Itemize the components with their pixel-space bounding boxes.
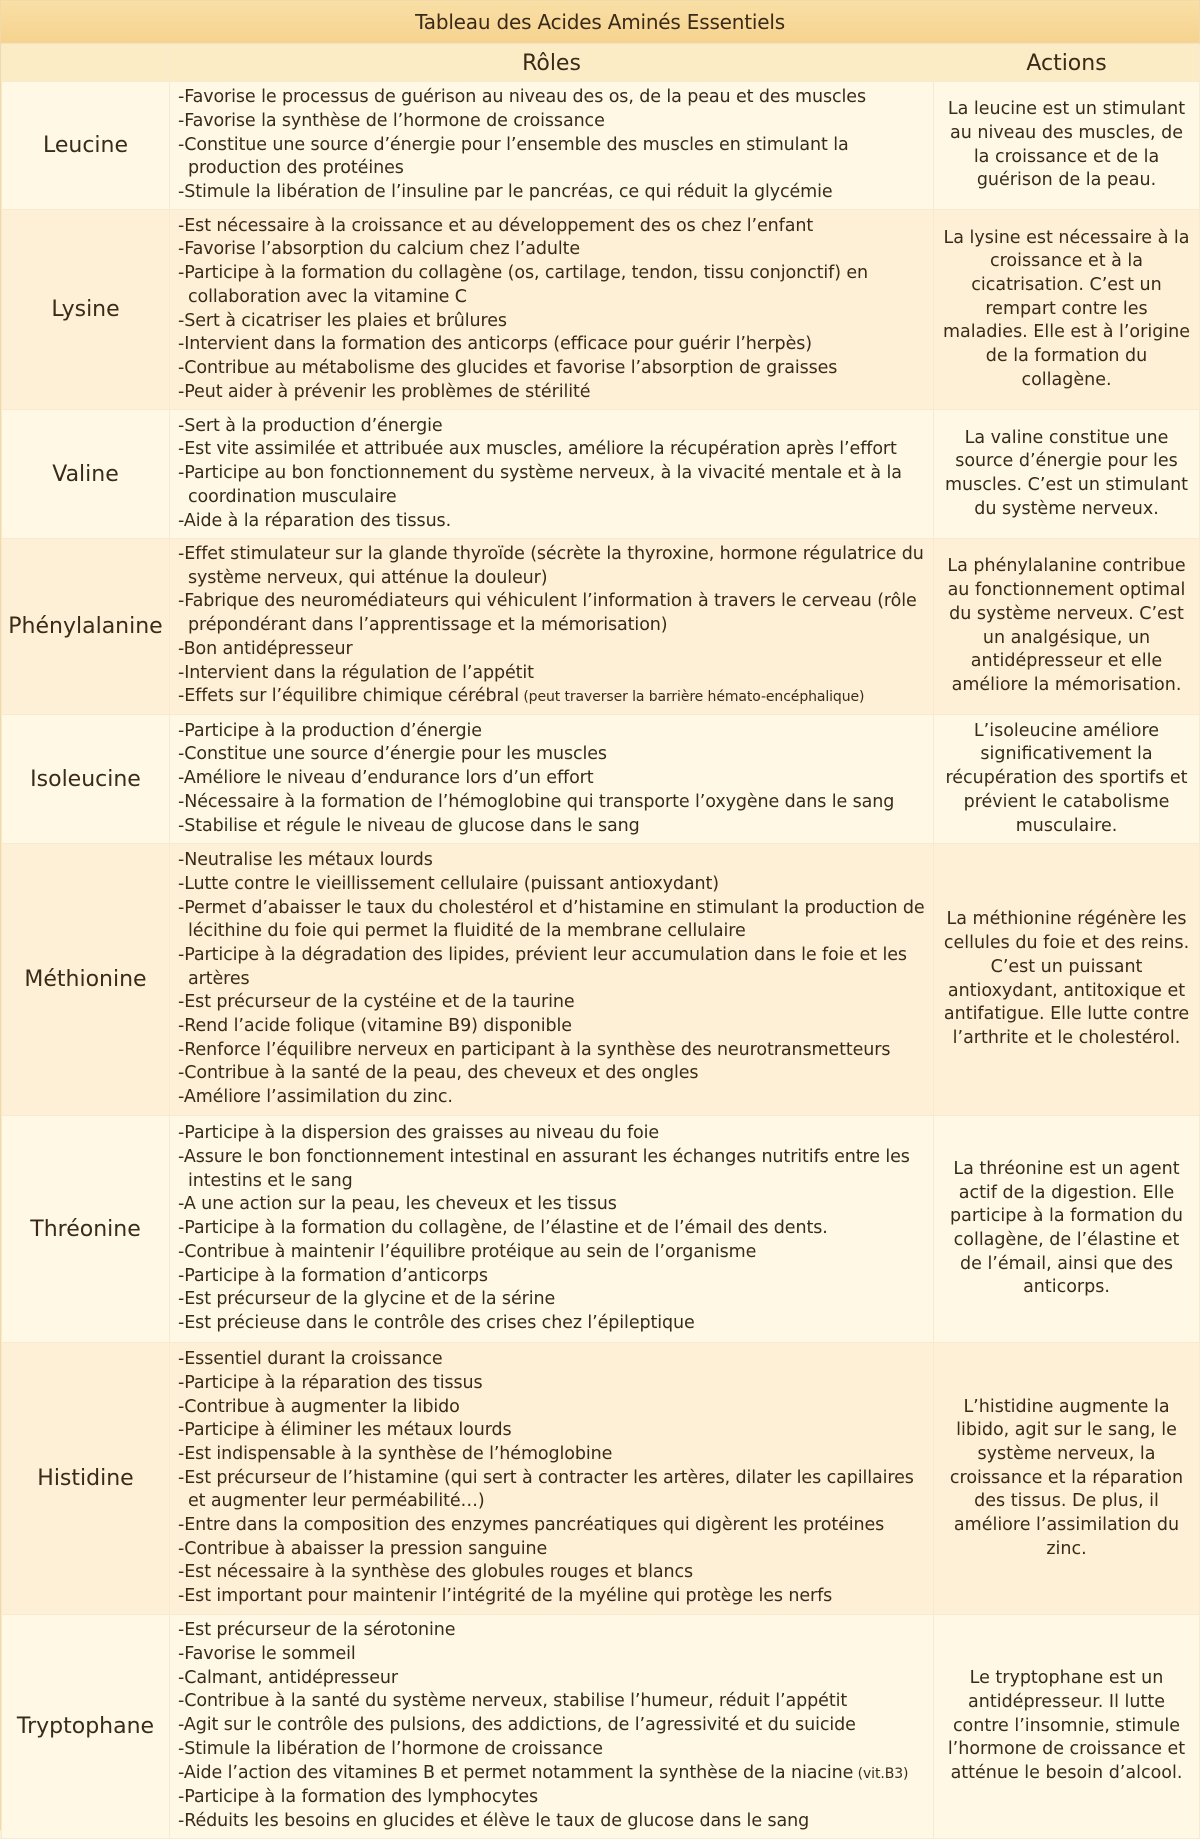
role-text: -Est précurseur de la glycine et de la sérine [178, 1289, 556, 1310]
role-item [178, 1372, 927, 1396]
roles-cell [170, 410, 934, 539]
role-text: -Aide l’action des vitamines B et permet notamment la synthèse de la niacine [178, 1762, 854, 1783]
role-item [178, 685, 927, 710]
role-item [178, 1786, 927, 1810]
role-item [178, 415, 927, 439]
role-item [178, 1348, 927, 1372]
role-text: -Améliore le niveau d’endurance lors d’un effort [178, 768, 594, 789]
role-item [178, 1146, 927, 1193]
role-item [178, 662, 927, 686]
role-text: -Peut aider à prévenir les problèmes de stérilité [178, 381, 591, 402]
roles-cell [170, 1615, 934, 1839]
role-text: -Contribue à maintenir l’équilibre protéique au sein de l’organisme [178, 1241, 757, 1262]
role-item [178, 357, 927, 381]
role-text: -Rend l’acide folique (vitamine B9) disponible [178, 1016, 572, 1037]
role-text: -Est vite assimilée et attribuée aux muscles, améliore la récupération après l’effort [178, 439, 897, 460]
role-item [178, 1810, 927, 1834]
action-text: L’histidine augmente la libido, agit sur le sang, le système nerveux, la croissance et la réparation des tissus. De plus, il améliore l’assimilation du zinc. [934, 1343, 1200, 1615]
amino-acid-name: Histidine [2, 1343, 170, 1615]
role-text: -Participe à la formation du collagène (os, cartilage, tendon, tissu conjonctif) en collaboration avec la vitamine C [178, 263, 869, 307]
table-row [2, 210, 1200, 410]
role-text: -Contribue à abaisser la pression sanguine [178, 1538, 548, 1559]
role-text: -Participe à la réparation des tissus [178, 1372, 483, 1393]
role-text: -Constitue une source d’énergie pour les muscles [178, 744, 607, 765]
role-item [178, 1690, 927, 1714]
role-text: -Participe au bon fonctionnement du système nerveux, à la vivacité mentale et à la coordination musculaire [178, 463, 902, 507]
amino-acid-name: Valine [2, 410, 170, 539]
role-text: -Est précurseur de l’histamine (qui sert à contracter les artères, dilater les capillaires et augmenter leur perméabilité…) [178, 1467, 914, 1512]
roles-cell [170, 82, 934, 210]
role-item [178, 181, 927, 205]
role-text: -A une action sur la peau, les cheveux et les tissus [178, 1194, 617, 1215]
role-item [178, 638, 927, 662]
role-item [178, 1122, 927, 1146]
table-row [2, 1615, 1200, 1839]
role-text: -Calmant, antidépresseur [178, 1667, 398, 1688]
role-text: -Renforce l’équilibre nerveux en participant à la synthèse des neurotransmetteurs [178, 1039, 891, 1060]
roles-cell [170, 1116, 934, 1343]
amino-acid-name: Méthionine [2, 844, 170, 1116]
action-text: La méthionine régénère les cellules du foie et des reins. C’est un puissant antioxydant, antitoxique et antifatigue. Elle lutte contre l’arthrite et le cholestérol. [934, 844, 1200, 1116]
amino-acid-name: Leucine [2, 82, 170, 210]
role-text: -Est précieuse dans le contrôle des crises chez l’épileptique [178, 1312, 695, 1333]
table-row [2, 82, 1200, 210]
role-text: -Participe à la dégradation des lipides, prévient leur accumulation dans le foie et les artères [178, 944, 907, 989]
role-text: -Essentiel durant la croissance [178, 1349, 443, 1370]
amino-acid-name: Thréonine [2, 1116, 170, 1343]
role-text: -Est nécessaire à la synthèse des globules rouges et blancs [178, 1562, 694, 1583]
role-item [178, 1193, 927, 1217]
role-text: -Participe à la formation des lymphocytes [178, 1787, 539, 1808]
role-text: -Participe à la formation d’anticorps [178, 1265, 488, 1286]
amino-acid-table [1, 44, 1200, 1839]
role-text: -Contribue à augmenter la libido [178, 1396, 460, 1417]
role-item [178, 1619, 927, 1643]
action-text: La thréonine est un agent actif de la digestion. Elle participe à la formation du collagène, de l’élastine et de l’émail, ainsi que des anticorps. [934, 1116, 1200, 1343]
roles-cell [170, 1343, 934, 1615]
role-item [178, 944, 927, 991]
role-text: -Favorise le processus de guérison au niveau des os, de la peau et des muscles [178, 87, 866, 108]
table-row [2, 844, 1200, 1116]
role-text: -Participe à la dispersion des graisses au niveau du foie [178, 1123, 660, 1144]
role-item [178, 1312, 927, 1336]
roles-cell [170, 715, 934, 844]
role-text: -Entre dans la composition des enzymes pancréatiques qui digèrent les protéines [178, 1515, 885, 1536]
role-text: -Agit sur le contrôle des pulsions, des addictions, de l’agressivité et du suicide [178, 1715, 856, 1736]
role-text: -Stimule la libération de l’insuline par le pancréas, ce qui réduit la glycémie [178, 182, 833, 203]
role-item [178, 1714, 927, 1738]
role-text: -Est indispensable à la synthèse de l’hémoglobine [178, 1443, 613, 1464]
role-note: (vit.B3) [853, 1765, 909, 1782]
role-item [178, 1039, 927, 1063]
role-item [178, 991, 927, 1015]
role-note: (peut traverser la barrière hémato-encéphalique) [518, 689, 865, 706]
header-roles: Rôles [170, 45, 934, 82]
action-text: L’isoleucine améliore significativement la récupération des sportifs et prévient le catabolisme musculaire. [934, 715, 1200, 844]
role-item [178, 590, 927, 637]
action-text: La lysine est nécessaire à la croissance et à la cicatrisation. C’est un rempart contre les maladies. Elle est à l’origine de la formation du collagène. [934, 210, 1200, 410]
roles-cell [170, 539, 934, 715]
role-item [178, 1643, 927, 1667]
role-text: -Aide à la réparation des tissus. [178, 510, 452, 531]
role-item [178, 134, 927, 181]
role-item [178, 743, 927, 767]
roles-cell [170, 844, 934, 1116]
role-item [178, 815, 927, 839]
role-text: -Est précurseur de la sérotonine [178, 1620, 456, 1641]
role-item [178, 1514, 927, 1538]
table-row [2, 539, 1200, 715]
role-item [178, 1538, 927, 1562]
action-text: La valine constitue une source d’énergie pour les muscles. C’est un stimulant du système nerveux. [934, 410, 1200, 539]
role-text: -Est nécessaire à la croissance et au développement des os chez l’enfant [178, 215, 814, 236]
role-item [178, 849, 927, 873]
role-item [178, 238, 927, 262]
role-text: -Participe à éliminer les métaux lourds [178, 1420, 512, 1441]
role-item [178, 720, 927, 744]
role-item [178, 791, 927, 815]
role-item [178, 897, 927, 944]
role-item [178, 333, 927, 357]
role-text: -Contribue à la santé du système nerveux, stabilise l’humeur, réduit l’appétit [178, 1691, 848, 1712]
role-item [178, 1738, 927, 1762]
role-text: -Neutralise les métaux lourds [178, 850, 433, 871]
action-text: Le tryptophane est un antidépresseur. Il lutte contre l’insomnie, stimule l’hormone de croissance et atténue le besoin d’alcool. [934, 1615, 1200, 1839]
role-item [178, 510, 927, 534]
role-item [178, 543, 927, 590]
role-item [178, 381, 927, 405]
role-item [178, 1217, 927, 1241]
header-actions: Actions [934, 45, 1200, 82]
role-text: -Stimule la libération de l’hormone de croissance [178, 1738, 603, 1759]
role-text: -Lutte contre le vieillissement cellulaire (puissant antioxydant) [178, 873, 719, 894]
role-item [178, 86, 927, 110]
role-text: -Effets sur l’équilibre chimique cérébral [178, 686, 519, 707]
role-item [178, 1443, 927, 1467]
role-text: -Favorise la synthèse de l’hormone de croissance [178, 110, 605, 131]
role-text: -Sert à la production d’énergie [178, 415, 443, 436]
role-item [178, 1561, 927, 1585]
role-item [178, 438, 927, 462]
role-text: -Participe à la formation du collagène, de l’élastine et de l’émail des dents. [178, 1218, 828, 1239]
role-item [178, 215, 927, 239]
role-text: -Favorise l’absorption du calcium chez l’adulte [178, 239, 581, 260]
header-row [2, 45, 1200, 82]
role-text: -Contribue à la santé de la peau, des cheveux et des ongles [178, 1063, 699, 1084]
role-text: -Stabilise et régule le niveau de glucose dans le sang [178, 815, 640, 836]
role-text: -Réduits les besoins en glucides et élève le taux de glucose dans le sang [178, 1810, 810, 1831]
role-text: -Intervient dans la régulation de l’appétit [178, 662, 534, 683]
role-text: -Est précurseur de la cystéine et de la taurine [178, 992, 575, 1013]
amino-acid-name: Isoleucine [2, 715, 170, 844]
role-text: -Participe à la production d’énergie [178, 720, 482, 741]
role-item [178, 310, 927, 334]
role-text: -Effet stimulateur sur la glande thyroïde (sécrète la thyroxine, hormone régulatrice du système nerveux, qui atténue la douleur) [178, 544, 924, 588]
role-item [178, 1288, 927, 1312]
amino-acid-name: Phénylalanine [2, 539, 170, 715]
role-item [178, 1241, 927, 1265]
role-text: -Fabrique des neuromédiateurs qui véhiculent l’information à travers le cerveau (rôle prépondérant dans l’apprentissage et la mémorisation) [178, 591, 917, 636]
role-item [178, 1086, 927, 1110]
action-text: La leucine est un stimulant au niveau des muscles, de la croissance et de la guérison de la peau. [934, 82, 1200, 210]
role-item [178, 462, 927, 509]
role-item [178, 873, 927, 897]
role-item [178, 767, 927, 791]
role-item [178, 1667, 927, 1691]
role-text: -Bon antidépresseur [178, 638, 353, 659]
table-row [2, 1343, 1200, 1615]
role-text: -Nécessaire à la formation de l’hémoglobine qui transporte l’oxygène dans le sang [178, 791, 895, 812]
role-text: -Sert à cicatriser les plaies et brûlures [178, 310, 507, 331]
role-item [178, 110, 927, 134]
role-text: -Constitue une source d’énergie pour l’ensemble des muscles en stimulant la production des protéines [178, 134, 849, 179]
role-item [178, 1396, 927, 1420]
role-text: -Intervient dans la formation des anticorps (efficace pour guérir l’herpès) [178, 334, 812, 355]
role-text: -Améliore l’assimilation du zinc. [178, 1087, 453, 1108]
table-row [2, 1116, 1200, 1343]
role-text: -Permet d’abaisser le taux du cholestérol et d’histamine en stimulant la production de lécithine du foie qui permet la fluidité de la membrane cellulaire [178, 897, 925, 942]
amino-acid-name: Tryptophane [2, 1615, 170, 1839]
role-item [178, 1062, 927, 1086]
role-item [178, 1015, 927, 1039]
role-text: -Favorise le sommeil [178, 1644, 356, 1665]
table-title: Tableau des Acides Aminés Essentiels [1, 1, 1199, 44]
role-item [178, 1419, 927, 1443]
role-item [178, 1762, 927, 1787]
amino-acid-name: Lysine [2, 210, 170, 410]
role-item [178, 1467, 927, 1514]
action-text: La phénylalanine contribue au fonctionnement optimal du système nerveux. C’est un analgésique, un antidépresseur et elle améliore la mémorisation. [934, 539, 1200, 715]
role-item [178, 1585, 927, 1609]
role-item [178, 262, 927, 309]
roles-cell [170, 210, 934, 410]
role-text: -Contribue au métabolisme des glucides et favorise l’absorption de graisses [178, 357, 838, 378]
role-item [178, 1265, 927, 1289]
table-row [2, 715, 1200, 844]
role-text: -Est important pour maintenir l’intégrité de la myéline qui protège les nerfs [178, 1586, 833, 1607]
header-blank [2, 45, 170, 82]
table-row [2, 410, 1200, 539]
role-text: -Assure le bon fonctionnement intestinal en assurant les échanges nutritifs entre les intestins et le sang [178, 1147, 910, 1191]
